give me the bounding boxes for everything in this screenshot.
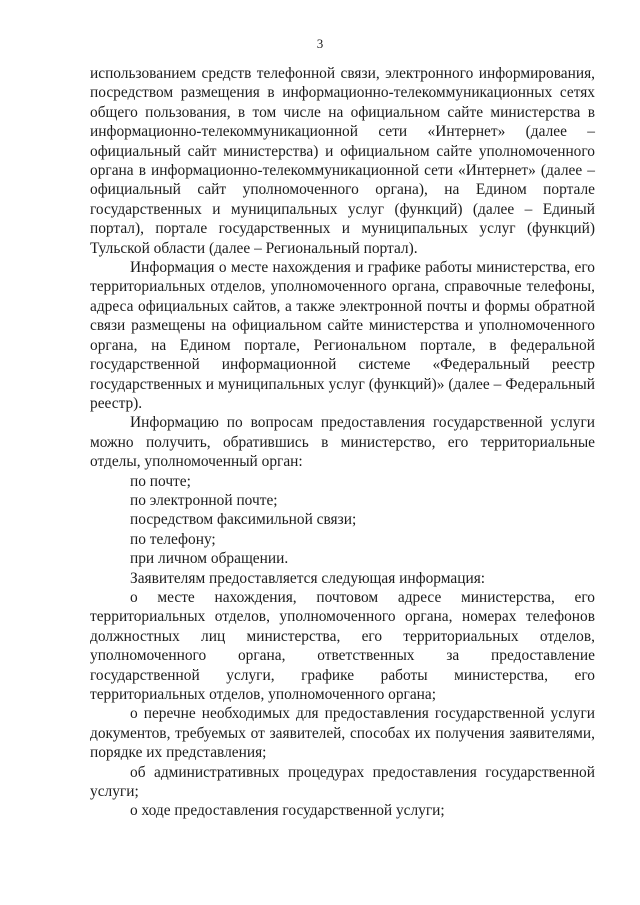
page-number: 3 bbox=[316, 36, 324, 51]
list-item-fax: посредством факсимильной связи; bbox=[130, 511, 357, 529]
list-item-phone: по телефону; bbox=[130, 530, 216, 548]
paragraph-continuation: использованием средств телефонной связи, электронного информирования, посредством размещения в информационно-телекоммуникационных сетях общего пользования, в том числе на официальном сайте министерства в информационно-телекоммуникационной сети «Интернет» (далее – официальный сайт министерства) и официальном сайте уполномоченного органа в информационно-телекоммуникационной сети «Интернет» (далее – официальный сайт уполномоченного органа), на Едином портале государственных и муниципальных услуг (функций) (далее – Единый портал), портале государственных и муниципальных услуг (функций) Тульской области (далее – Региональный портал). bbox=[90, 65, 595, 257]
document-body bbox=[90, 64, 595, 821]
paragraph-contact-info: Информация о месте нахождения и графике работы министерства, его территориальных отделов, уполномоченного органа, справочные телефоны, адреса официальных сайтов, а также электронной почты и формы обратной связи размещены на официальном сайте министерства и уполномоченного органа, на Едином портале, Региональном портале, в федеральной государственной информационной системе «Федеральный реестр государственных и муниципальных услуг (функций)» (далее – Федеральный реестр). bbox=[90, 259, 595, 412]
paragraph-provided-info-intro: Заявителям предоставляется следующая информация: bbox=[130, 569, 486, 587]
paragraph-progress-info: о ходе предоставления государственной услуги; bbox=[130, 802, 445, 820]
paragraph-how-to-get-info: Информацию по вопросам предоставления государственной услуги можно получить, обратившись в министерство, его территориальные отделы, уполномоченный орган: bbox=[90, 414, 595, 471]
list-item-email: по электронной почте; bbox=[130, 491, 278, 509]
paragraph-procedures-info: об административных процедурах предоставления государственной услуги; bbox=[90, 763, 595, 801]
list-item-mail: по почте; bbox=[130, 472, 191, 490]
paragraph-documents-info: о перечне необходимых для предоставления государственной услуги документов, требуемых от заявителей, способах их получения заявителями, порядке их представления; bbox=[90, 705, 595, 762]
list-item-in-person: при личном обращении. bbox=[130, 550, 289, 568]
paragraph-location-info: о месте нахождения, почтовом адресе министерства, его территориальных отделов, уполномоченного органа, номерах телефонов должностных лиц министерства, его территориальных отделов, уполномоченного органа, ответственных за предоставление государственной услуги, графике работы министерства, его территориальных отделов, уполномоченного органа; bbox=[90, 588, 595, 703]
